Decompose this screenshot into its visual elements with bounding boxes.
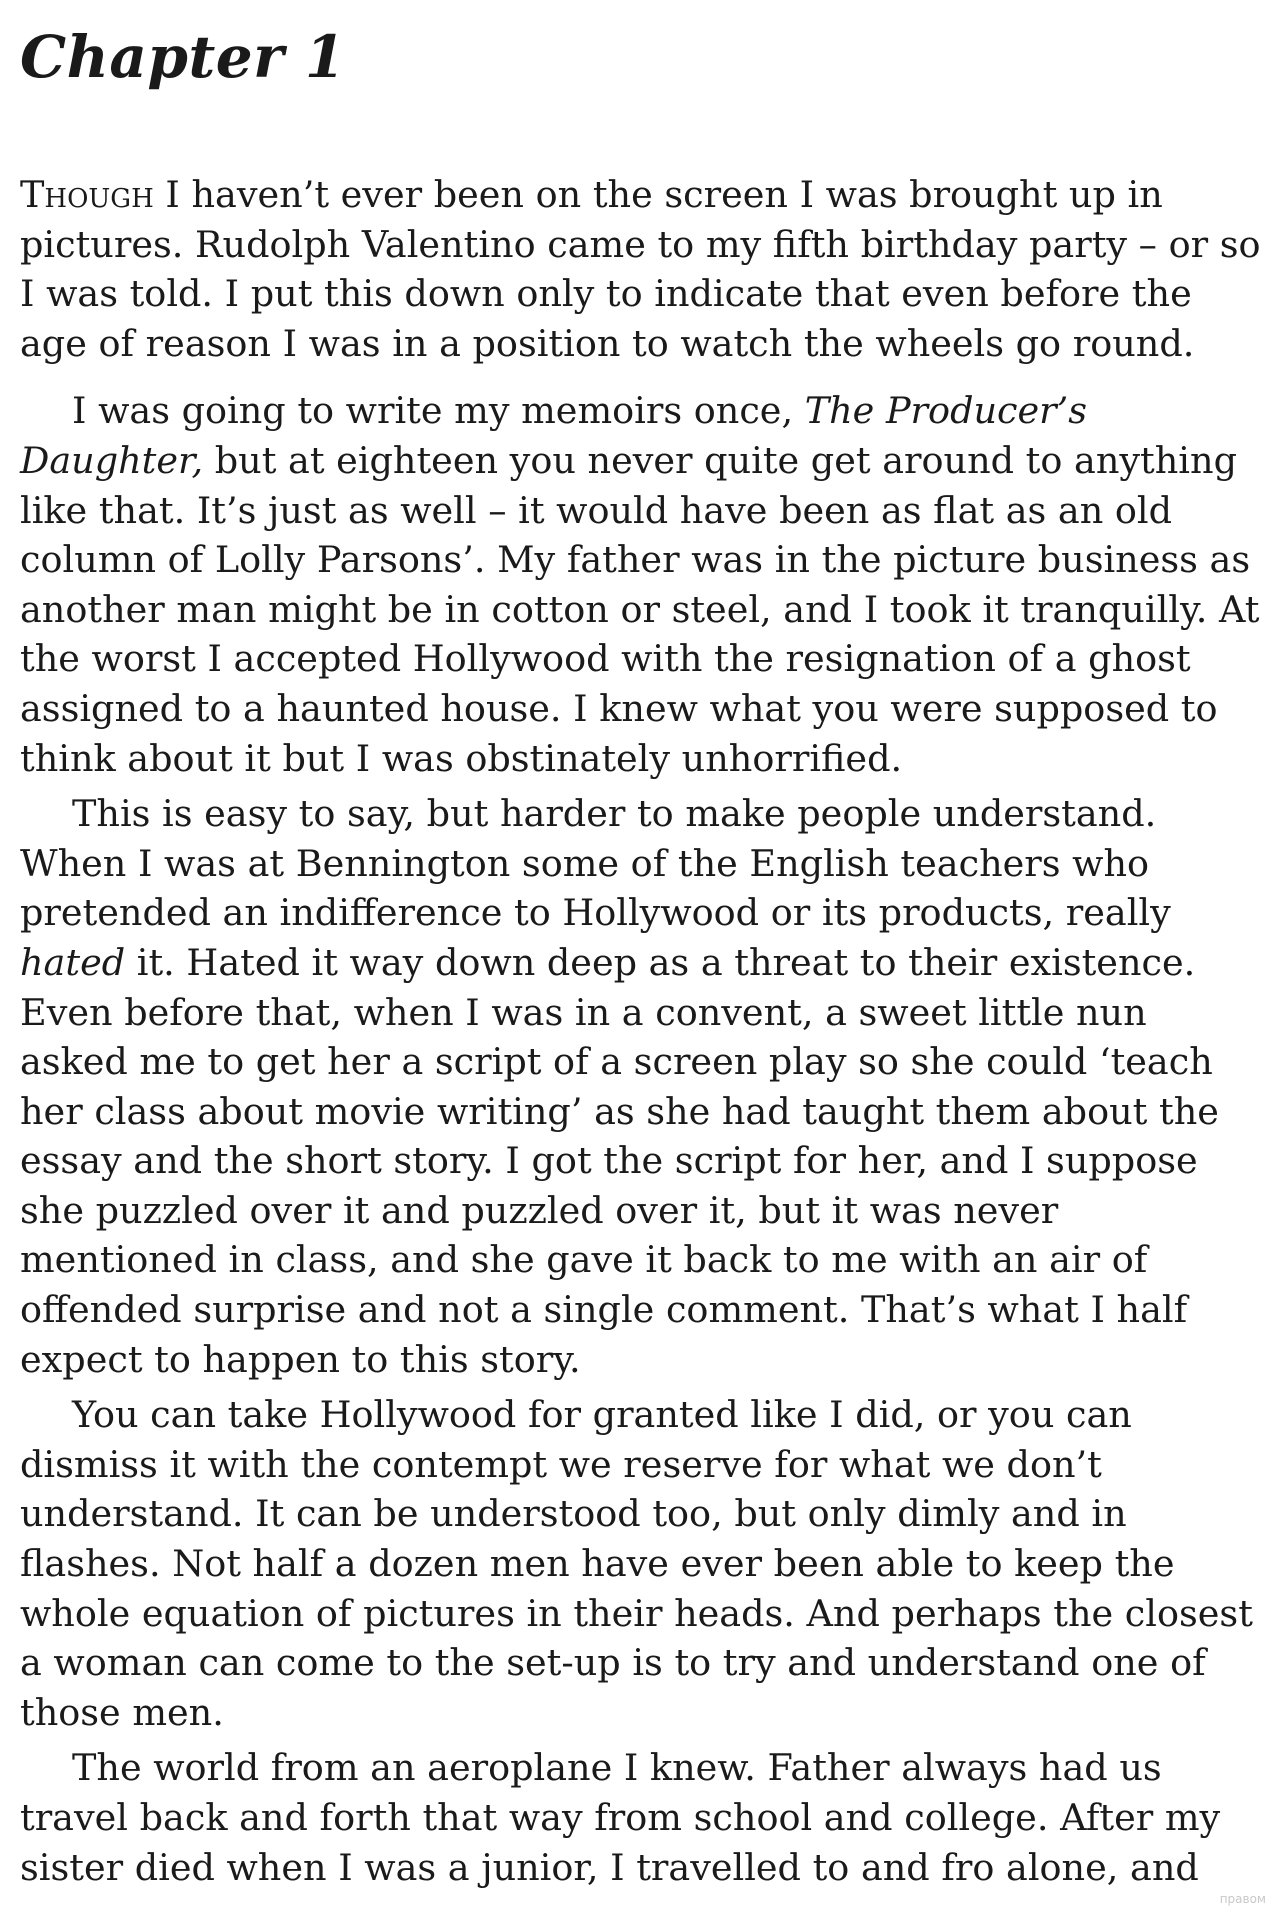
- chapter-body: [20, 170, 1265, 1892]
- paragraph-2-text-after: but at eighteen you never quite get around to anything like that. It’s just as well – it would have been as flat as an old column of Lolly Parsons’. My father was in the picture business as another man might be in cotton or steel, and I took it tranquilly. At the worst I accepted Hollywood with the resignation of a ghost assigned to a haunted house. I knew what you were supposed to think about it but I was obstinately unhorrified.: [20, 438, 1260, 780]
- paragraph-5-text: The world from an aeroplane I knew. Father always had us travel back and forth that way from school and college. After my sister died when I was a junior, I travelled to and fro alone, and: [20, 1746, 1221, 1889]
- paragraph-3: [20, 789, 1265, 1384]
- paragraph-1-lead-caps: Though: [20, 173, 154, 216]
- paragraph-3-text-before: This is easy to say, but harder to make people understand. When I was at Bennington some of the English teachers who pretended an indifference to Hollywood or its products, really: [20, 792, 1171, 935]
- paragraph-1: [20, 170, 1265, 368]
- paragraph-5: [20, 1743, 1265, 1892]
- paragraph-4-text: You can take Hollywood for granted like I did, or you can dismiss it with the contempt we reserve for what we don’t understand. It can be understood too, but only dimly and in flashes. Not half a dozen men have ever been able to keep the whole equation of pictures in their heads. And perhaps the closest a woman can come to the set-up is to try and understand one of those men.: [20, 1393, 1253, 1734]
- book-page: [20, 0, 1265, 1898]
- paragraph-1-text: I haven’t ever been on the screen I was brought up in pictures. Rudolph Valentino came to my fifth birthday party – or so I was told. I put this down only to indicate that even before the age of reason I was in a position to watch the wheels go round.: [20, 173, 1261, 365]
- paragraph-3-text-after: it. Hated it way down deep as a threat to their existence. Even before that, when I was in a convent, a sweet little nun asked me to get her a script of a screen play so she could ‘teach her class about movie writing’ as she had taught them about the essay and the short story. I got the script for her, and I suppose she puzzled over it and puzzled over it, but it was never mentioned in class, and she gave it back to me with an air of offended surprise and not a single comment. That’s what I half expect to happen to this story.: [20, 940, 1219, 1381]
- paragraph-2: [20, 386, 1265, 783]
- paragraph-3-italic-word: hated: [20, 940, 126, 984]
- paragraph-4: [20, 1390, 1265, 1737]
- paragraph-2-text-before: I was going to write my memoirs once,: [72, 389, 805, 433]
- chapter-title: Chapter 1: [20, 23, 346, 91]
- watermark-text: правом: [1219, 1892, 1266, 1906]
- paragraph-2-italic-title: The Producer’s Daughter,: [20, 389, 1088, 482]
